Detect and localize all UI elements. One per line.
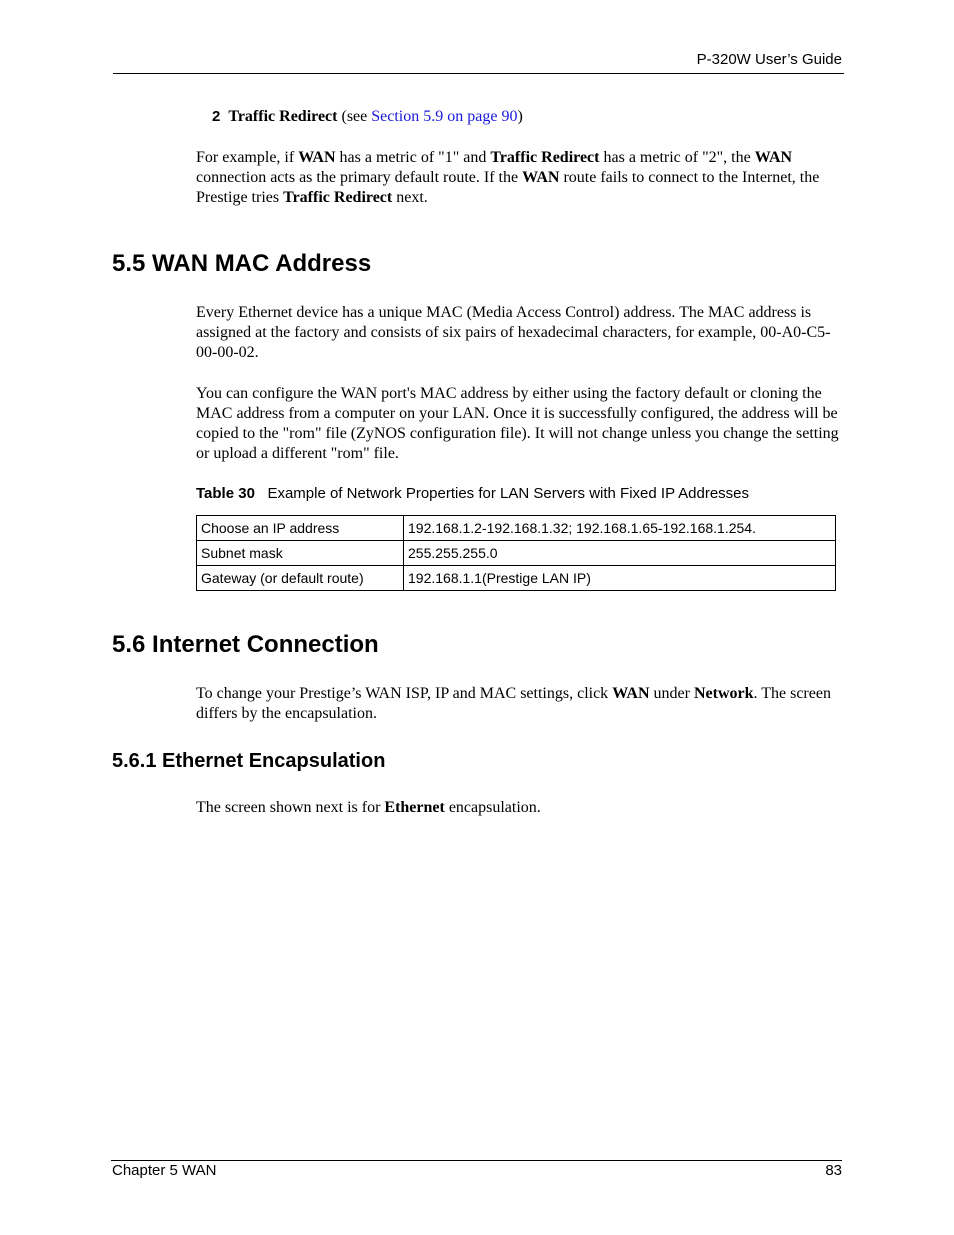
table-row: [197, 566, 836, 591]
table-cell: 192.168.1.2-192.168.1.32; 192.168.1.65-192.168.1.254.: [404, 516, 836, 541]
bold-run: WAN: [754, 149, 793, 166]
footer-chapter: Chapter 5 WAN: [112, 1162, 217, 1179]
mac-paragraph-2: You can configure the WAN port's MAC address by either using the factory default or cloning the MAC address from a computer on your LAN. Once it is successfully configured, the address will be copied to the "rom" file (ZyNOS configuration file). It will not change unless you change the setting or upload a different "rom" file.: [196, 385, 839, 462]
heading-5-6-1: 5.6.1 Ethernet Encapsulation: [112, 750, 386, 772]
internet-connection-paragraph: [196, 684, 841, 724]
text-run: For example, if: [196, 149, 299, 166]
bold-run: Traffic Redirect: [283, 189, 393, 206]
section-link[interactable]: Section 5.9 on page 90: [371, 108, 518, 125]
bold-run: WAN: [522, 169, 560, 186]
list-item-bold: Traffic Redirect: [228, 108, 338, 125]
text-run: The screen shown next is for: [196, 799, 385, 816]
footer-rule: [111, 1160, 842, 1161]
bold-run: WAN: [612, 685, 650, 702]
text-run: next.: [392, 189, 428, 206]
text-run: has a metric of "2", the: [599, 149, 755, 166]
list-item-text: (see: [337, 108, 372, 125]
text-run: To change your Prestige’s WAN ISP, IP and MAC settings, click: [196, 685, 613, 702]
table-title: Example of Network Properties for LAN Servers with Fixed IP Addresses: [267, 485, 750, 502]
text-run: connection acts as the primary default route. If the: [196, 169, 523, 186]
network-properties-table: [196, 515, 836, 591]
bold-run: WAN: [298, 149, 336, 166]
table-cell: Choose an IP address: [197, 516, 404, 541]
text-run: has a metric of "1" and: [335, 149, 491, 166]
bold-run: Network: [693, 685, 754, 702]
table-row: [197, 541, 836, 566]
heading-5-6: 5.6 Internet Connection: [112, 631, 379, 658]
running-header: P-320W User’s Guide: [696, 51, 842, 68]
mac-paragraph-1: Every Ethernet device has a unique MAC (Media Access Control) address. The MAC address is assigned at the factory and consists of six pairs of hexadecimal characters, for example, 00-A0-C5-00-00-02.: [196, 304, 831, 361]
text-run: under: [649, 685, 694, 702]
bold-run: Traffic Redirect: [490, 149, 600, 166]
page-number: 83: [825, 1162, 842, 1179]
table-row: [197, 516, 836, 541]
ethernet-paragraph: [196, 798, 841, 818]
table-cell: Gateway (or default route): [197, 566, 404, 591]
list-item-close: ): [517, 108, 523, 125]
example-paragraph: [196, 148, 841, 208]
table-caption: [196, 485, 749, 502]
table-cell: 255.255.255.0: [404, 541, 836, 566]
text-run: encapsulation.: [444, 799, 541, 816]
text-run: route fails to connect to the Internet, the Prestige tries: [196, 169, 820, 206]
table-cell: Subnet mask: [197, 541, 404, 566]
table-cell: 192.168.1.1(Prestige LAN IP): [404, 566, 836, 591]
header-rule: [113, 73, 844, 74]
heading-5-5: 5.5 WAN MAC Address: [112, 250, 372, 277]
table-label: Table 30: [196, 485, 255, 502]
list-number: 2: [212, 108, 221, 125]
text-run: . The screen differs by the encapsulation.: [196, 685, 831, 722]
list-item-2: [212, 107, 857, 127]
bold-run: Ethernet: [384, 799, 445, 816]
